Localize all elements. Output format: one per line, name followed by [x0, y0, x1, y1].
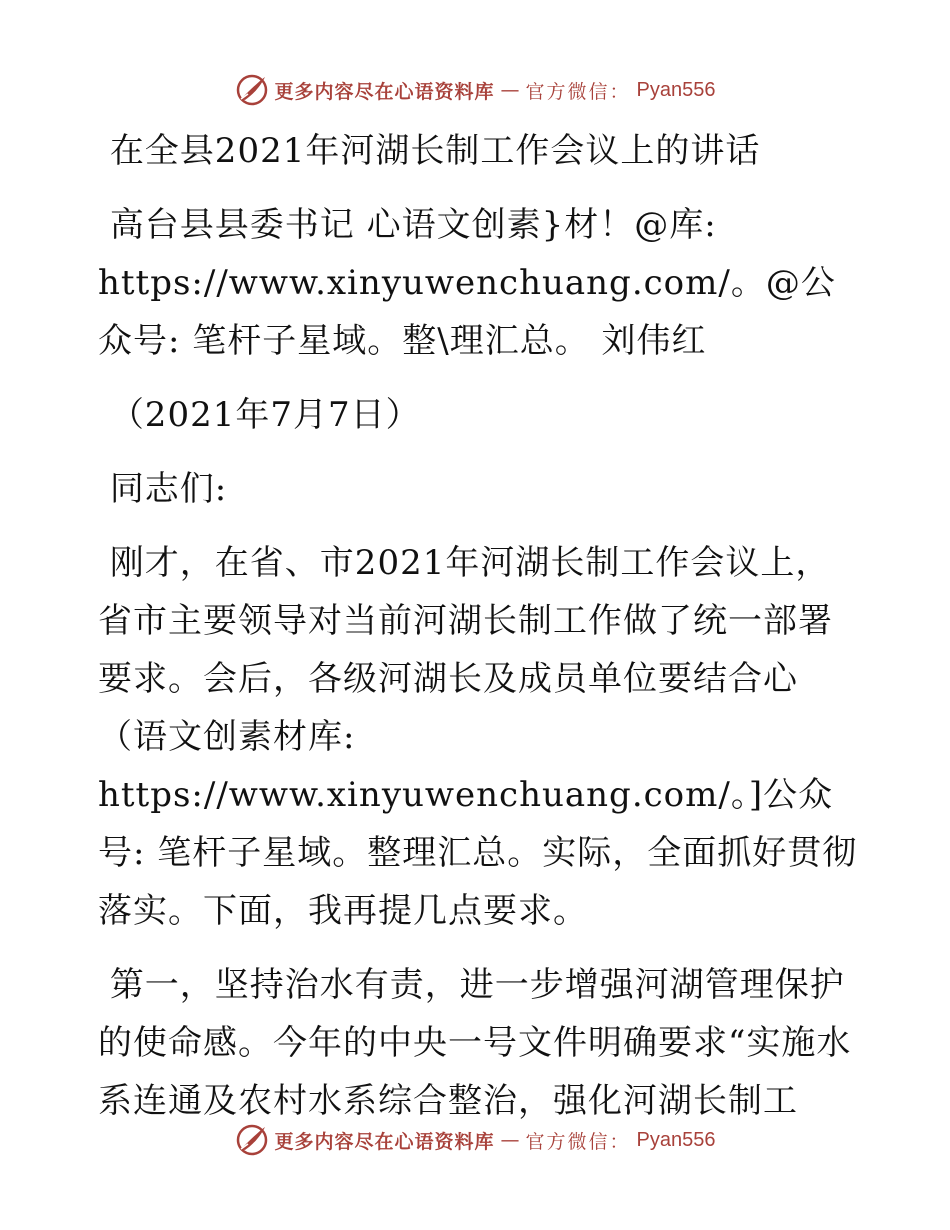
date-line: （2021年7月7日）	[98, 395, 421, 435]
banner-dash: —	[500, 79, 520, 101]
banner-text: 更多内容尽在心语资料库	[274, 1130, 495, 1153]
quill-pen-logo-icon	[235, 73, 269, 107]
salutation: 同志们:	[98, 469, 228, 509]
banner-wechat-id: Pyan556	[636, 78, 716, 101]
banner-wechat-id: Pyan556	[636, 1128, 716, 1151]
paragraph-2: 第一，坚持治水有责，进一步增强河湖管理保护的使命感。今年的中央一号文件明确要求“实施水系连通及农村水系综合整治，强化河湖长制工	[98, 965, 852, 1121]
banner-wechat-label: 官方微信：	[525, 1130, 631, 1153]
banner-text: 更多内容尽在心语资料库	[274, 80, 495, 103]
header-banner	[0, 70, 950, 110]
document-body	[98, 122, 858, 1130]
author-line: 高台县县委书记 心语文创素}材！@库: https://www.xinyuwenchuang.com/。@公众号: 笔杆子星域。整\理汇总。 刘伟红	[98, 205, 836, 361]
quill-pen-logo-icon	[235, 1123, 269, 1157]
footer-banner	[0, 1120, 950, 1160]
paragraph-1: 刚才，在省、市2021年河湖长制工作会议上，省市主要领导对当前河湖长制工作做了统一部署要求。会后，各级河湖长及成员单位要结合心（语文创素材库: https://www.xinyuwenchuang.com/。]公众号: 笔杆子星域。整理汇总。实际，全面抓好贯彻落实。下面，我再提几点要求。	[98, 543, 858, 931]
document-title: 在全县2021年河湖长制工作会议上的讲话	[98, 131, 761, 171]
banner-wechat-label: 官方微信：	[525, 80, 631, 103]
banner-dash: —	[500, 1129, 520, 1151]
